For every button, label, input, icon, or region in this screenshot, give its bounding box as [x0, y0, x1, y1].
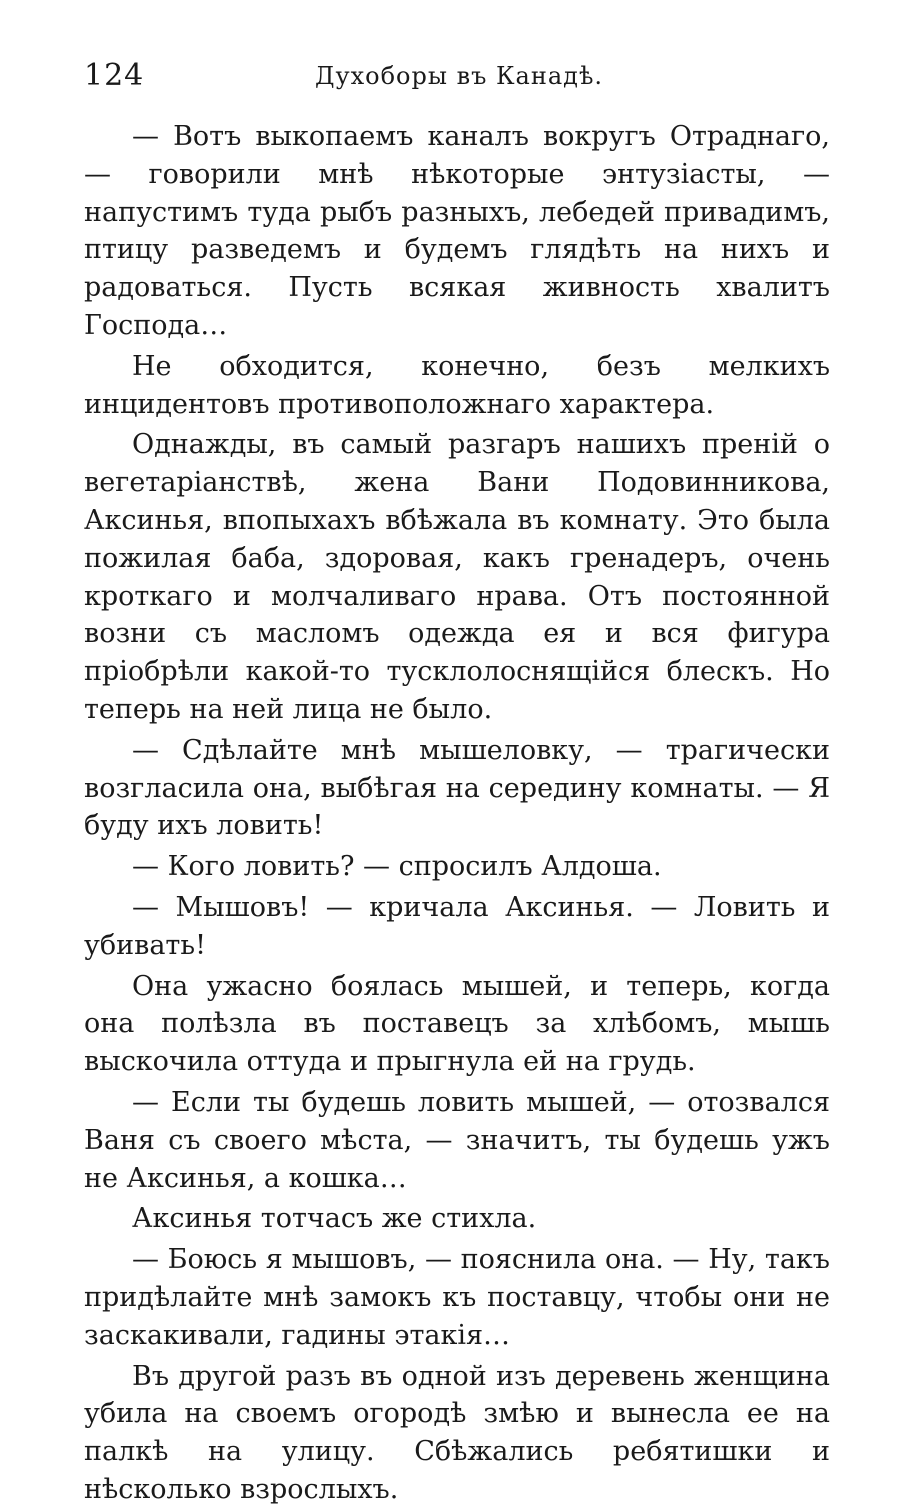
running-title: Духоборы въ Канадѣ.	[314, 62, 604, 90]
paragraph: — Если ты будешь ловить мышей, — отозвался Ваня съ своего мѣста, — значитъ, ты будешь ужъ не Аксинья, а кошка…	[84, 1086, 830, 1194]
body-text	[84, 118, 830, 1509]
paragraph: — Кого ловить? — спросилъ Алдоша.	[132, 851, 662, 883]
page-header	[84, 52, 834, 100]
paragraph: Она ужасно боялась мышей, и теперь, когда она полѣзла въ поставецъ за хлѣбомъ, мышь выскочила оттуда и прыгнула ей на грудь.	[84, 970, 830, 1078]
paragraph: — Боюсь я мышовъ, — пояснила она. — Ну, такъ придѣлайте мнѣ замокъ къ поставцу, чтобы они не заскакивали, гадины этакія…	[84, 1244, 830, 1351]
paragraph: Не обходится, конечно, безъ мелкихъ инцидентовъ противоположнаго характера.	[84, 350, 830, 420]
page-number: 124	[84, 58, 145, 93]
paragraph: Однажды, въ самый разгаръ нашихъ преній о вегетаріанствѣ, жена Вани Подовинникова, Аксинья, впопыхахъ вбѣжала въ комнату. Это была пожилая баба, здоровая, какъ гренадеръ, очень кроткаго и молчаливаго нрава. Отъ постоянной возни съ масломъ одежда ея и вся фигура пріобрѣли какой-то тусклолоснящійся блескъ. Но теперь на ней лица не было.	[84, 429, 830, 725]
paragraph: — Вотъ выкопаемъ каналъ вокругъ Отраднаго, — говорили мнѣ нѣкоторые энтузіасты, — напустимъ туда рыбъ разныхъ, лебедей привадимъ, птицу разведемъ и будемъ глядѣть на нихъ и радоваться. Пусть всякая живность хвалитъ Господа…	[84, 121, 830, 341]
paragraph: — Сдѣлайте мнѣ мышеловку, — трагически возгласила она, выбѣгая на середину комнаты. — Я буду ихъ ловить!	[84, 734, 830, 842]
paragraph: Аксинья тотчасъ же стихла.	[132, 1203, 537, 1235]
paragraph: — Мышовъ! — кричала Аксинья. — Ловить и убивать!	[84, 891, 830, 961]
paragraph: Въ другой разъ въ одной изъ деревень женщина убила на своемъ огородѣ змѣю и вынесла ее на палкѣ на улицу. Сбѣжались ребятишки и нѣсколько взрослыхъ.	[84, 1360, 830, 1505]
